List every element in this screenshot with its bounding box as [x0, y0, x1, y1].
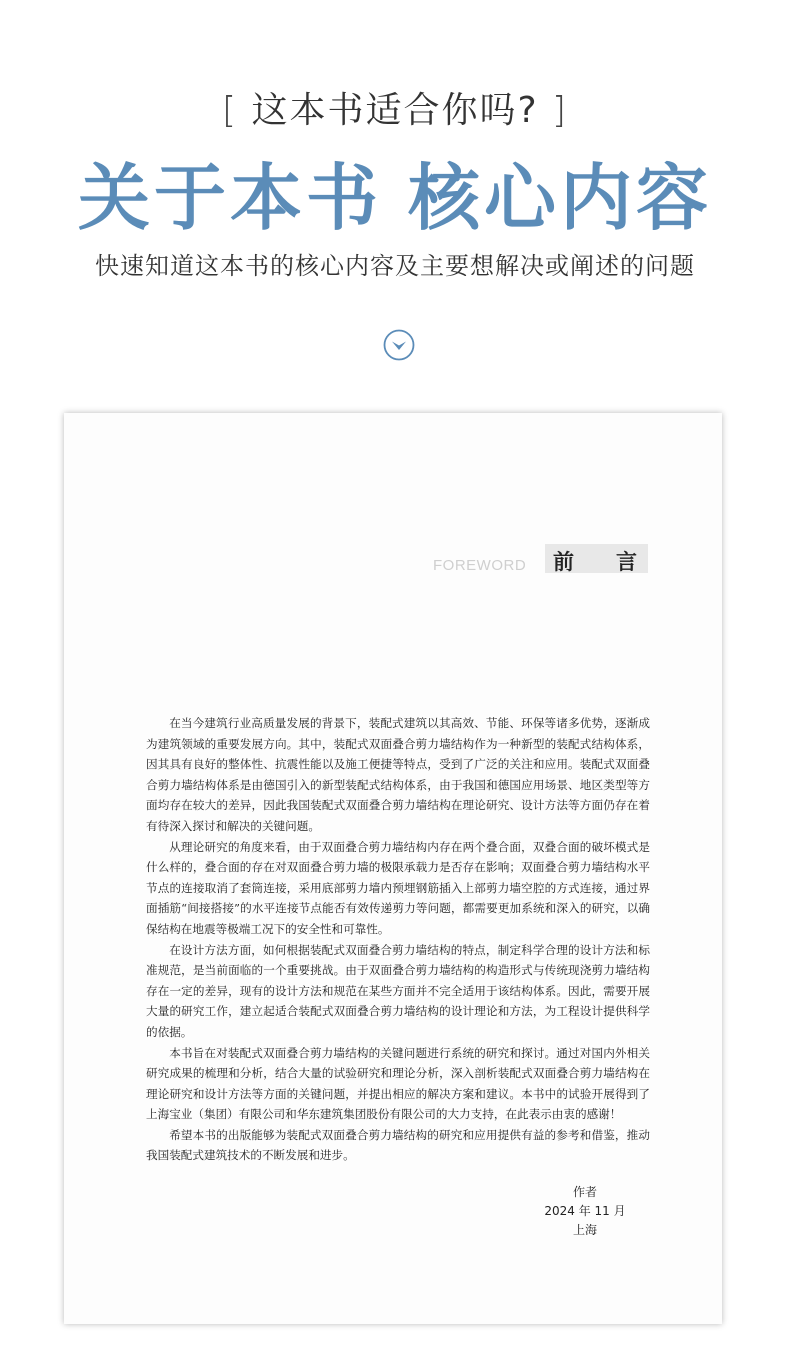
header-question	[0, 82, 790, 133]
signature-date: 2024 年 11 月	[544, 1204, 626, 1218]
foreword-paragraph: 从理论研究的角度来看，由于双面叠合剪力墙结构内存在两个叠合面，双叠合面的破坏模式是什么样的，叠合面的存在对双面叠合剪力墙的极限承载力是否存在影响；双面叠合剪力墙结构水平节点的连接取消了套筒连接，采用底部剪力墙内预埋钢筋插入上部剪力墙空腔的方式连接，通过界面插筋“间接搭接”的水平连接节点能否有效传递剪力等问题，都需要更加系统和深入的研究，以确保结构在地震等极端工况下的安全性和可靠性。	[146, 839, 650, 936]
title-part-1: 关于本书	[77, 155, 382, 240]
foreword-body	[146, 713, 650, 1166]
signature-place: 上海	[572, 1223, 597, 1237]
foreword-paragraph: 希望本书的出版能够为装配式双面叠合剪力墙结构的研究和应用提供有益的参考和借鉴，推动我国装配式建筑技术的不断发展和进步。	[146, 1127, 650, 1163]
foreword-label-en: FOREWORD	[433, 557, 527, 574]
foreword-paragraph: 在设计方法方面，如何根据装配式双面叠合剪力墙结构的特点，制定科学合理的设计方法和标准规范，是当前面临的一个重要挑战。由于双面叠合剪力墙结构的构造形式与传统现浇剪力墙结构存在一定的差异，现有的设计方法和规范在某些方面并不完全适用于该结构体系。因此，需要开展大量的研究工作，建立起适合装配式双面叠合剪力墙结构的设计理论和方法，为工程设计提供科学的依据。	[146, 942, 650, 1039]
bracket-left: [	[221, 90, 238, 131]
foreword-paragraph: 在当今建筑行业高质量发展的背景下，装配式建筑以其高效、节能、环保等诸多优势，逐渐成为建筑领域的重要发展方向。其中，装配式双面叠合剪力墙结构作为一种新型的装配式结构体系，因其具有良好的整体性、抗震性能以及施工便捷等特点，受到了广泛的关注和应用。装配式双面叠合剪力墙结构体系是由德国引入的新型装配式结构体系，由于我国和德国应用场景、地区类型等方面均存在较大的差异，因此我国装配式双面叠合剪力墙结构在理论研究、设计方法等方面仍存在着有待深入探讨和解决的关键问题。	[146, 716, 650, 833]
foreword-label-cn-2: 言	[616, 550, 637, 574]
foreword-label-cn-1: 前	[553, 550, 574, 574]
signature-author: 作者	[572, 1185, 597, 1199]
page-subtitle: 快速知道这本书的核心内容及主要想解决或阐述的问题	[95, 252, 695, 280]
foreword-paragraph: 本书旨在对装配式双面叠合剪力墙结构的关键问题进行系统的研究和探讨。通过对国内外相关研究成果的梳理和分析，结合大量的试验研究和理论分析，深入剖析装配式双面叠合剪力墙结构在理论研究和设计方法等方面的关键问题，并提出相应的解决方案和建议。本书中的试验开展得到了上海宝业（集团）有限公司和华东建筑集团股份有限公司的大力支持，在此表示由衷的感谢！	[146, 1045, 650, 1122]
chevron-down-circle-icon[interactable]	[383, 329, 415, 361]
question-text: 这本书适合你吗?	[251, 90, 539, 131]
title-part-2: 核心内容	[408, 155, 713, 240]
page-title	[0, 140, 790, 244]
bracket-right: ]	[552, 90, 569, 131]
